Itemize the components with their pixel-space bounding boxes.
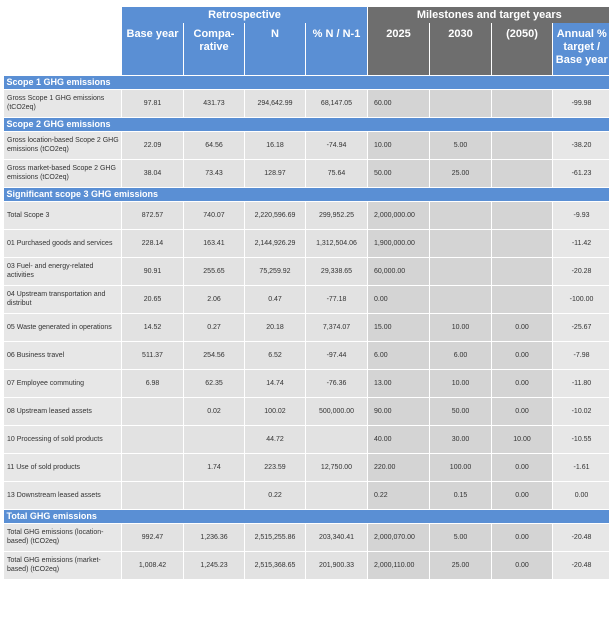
row-label: 11 Use of sold products [4, 453, 122, 481]
table-cell: 90.91 [122, 257, 184, 285]
table-cell: 68,147.05 [306, 89, 368, 117]
table-row [4, 201, 609, 229]
table-cell: -20.48 [553, 551, 609, 579]
table-cell: 15.00 [368, 313, 430, 341]
row-label: Gross location-based Scope 2 GHG emissions (tCO2eq) [4, 131, 122, 159]
table-cell: 10.00 [368, 131, 430, 159]
col-header-annual-target [553, 23, 609, 75]
table-cell: -25.67 [553, 313, 609, 341]
table-cell: 740.07 [184, 201, 245, 229]
table-cell: 30.00 [430, 425, 492, 453]
table-cell: 5.00 [430, 523, 492, 551]
row-label: Total GHG emissions (location-based) (tCO2eq) [4, 523, 122, 551]
table-row [4, 131, 609, 159]
table-cell: 100.02 [245, 397, 306, 425]
table-cell: -38.20 [553, 131, 609, 159]
col-header-label: Base year [126, 28, 179, 40]
table-cell: 2,515,368.65 [245, 551, 306, 579]
table-cell: 1,312,504.06 [306, 229, 368, 257]
section-header-row [4, 509, 609, 523]
section-header-row [4, 117, 609, 131]
table-cell: 2.06 [184, 285, 245, 313]
header-group-retrospective: Retrospective [122, 7, 368, 23]
table-cell: 50.00 [430, 397, 492, 425]
col-header-2030 [430, 23, 492, 75]
table-cell: 992.47 [122, 523, 184, 551]
table-cell: 220.00 [368, 453, 430, 481]
table-cell: 0.00 [553, 481, 609, 509]
table-row [4, 453, 609, 481]
table-row [4, 341, 609, 369]
table-cell [492, 285, 553, 313]
table-cell: 60,000.00 [368, 257, 430, 285]
table-cell: 50.00 [368, 159, 430, 187]
table-cell: 44.72 [245, 425, 306, 453]
table-cell: 90.00 [368, 397, 430, 425]
table-cell: -20.28 [553, 257, 609, 285]
table-cell: 14.74 [245, 369, 306, 397]
col-header-label: (2050) [506, 28, 538, 40]
table-cell [430, 257, 492, 285]
table-row [4, 159, 609, 187]
table-cell: 228.14 [122, 229, 184, 257]
table-cell [122, 397, 184, 425]
table-cell: 1,900,000.00 [368, 229, 430, 257]
table-cell: -10.02 [553, 397, 609, 425]
table-cell: -11.42 [553, 229, 609, 257]
row-label: 10 Processing of sold products [4, 425, 122, 453]
table-cell: 1,245.23 [184, 551, 245, 579]
table-cell: -74.94 [306, 131, 368, 159]
table-cell: 201,900.33 [306, 551, 368, 579]
table-cell [306, 481, 368, 509]
table-cell: 38.04 [122, 159, 184, 187]
table-cell: 73.43 [184, 159, 245, 187]
table-cell: 6.52 [245, 341, 306, 369]
table-cell: 0.00 [492, 523, 553, 551]
table-cell: -10.55 [553, 425, 609, 453]
table-cell: 2,144,926.29 [245, 229, 306, 257]
ghg-emissions-table [3, 7, 609, 580]
row-label: Total Scope 3 [4, 201, 122, 229]
table-cell: 0.00 [492, 313, 553, 341]
table-cell: -7.98 [553, 341, 609, 369]
table-row [4, 369, 609, 397]
section-title: Scope 1 GHG emissions [4, 75, 609, 89]
table-cell: 14.52 [122, 313, 184, 341]
table-cell: 163.41 [184, 229, 245, 257]
row-label: 04 Upstream transportation and distribut [4, 285, 122, 313]
table-cell: -99.98 [553, 89, 609, 117]
table-cell [492, 257, 553, 285]
table-cell: 75.64 [306, 159, 368, 187]
table-cell [306, 425, 368, 453]
table-cell: 20.65 [122, 285, 184, 313]
section-title: Total GHG emissions [4, 509, 609, 523]
table-cell: -20.48 [553, 523, 609, 551]
table-cell: -76.36 [306, 369, 368, 397]
col-header-n [245, 23, 306, 75]
table-cell: -1.61 [553, 453, 609, 481]
table-cell: 0.00 [492, 369, 553, 397]
header-corner [4, 7, 122, 23]
table-cell [430, 89, 492, 117]
table-cell: 0.00 [492, 341, 553, 369]
section-header-row [4, 75, 609, 89]
table-cell: 25.00 [430, 551, 492, 579]
table-cell: 64.56 [184, 131, 245, 159]
col-header-label: Annual % target / Base year [555, 28, 608, 66]
table-cell: 1.74 [184, 453, 245, 481]
table-row [4, 551, 609, 579]
table-cell: 223.59 [245, 453, 306, 481]
row-label: 03 Fuel- and energy-related activities [4, 257, 122, 285]
table-cell [430, 229, 492, 257]
table-cell: 10.00 [492, 425, 553, 453]
row-label: 01 Purchased goods and services [4, 229, 122, 257]
table-cell: 0.27 [184, 313, 245, 341]
col-header-2050 [492, 23, 553, 75]
table-cell: 12,750.00 [306, 453, 368, 481]
table-row [4, 229, 609, 257]
row-label: 08 Upstream leased assets [4, 397, 122, 425]
header-group-milestones: Milestones and target years [368, 7, 609, 23]
table-row [4, 285, 609, 313]
table-cell: 2,000,070.00 [368, 523, 430, 551]
table-cell: 0.00 [368, 285, 430, 313]
table-cell [122, 481, 184, 509]
table-cell: 1,008.42 [122, 551, 184, 579]
row-label: 05 Waste generated in operations [4, 313, 122, 341]
table-cell: 40.00 [368, 425, 430, 453]
row-label: Gross market-based Scope 2 GHG emissions (tCO2eq) [4, 159, 122, 187]
header-group-row [4, 7, 609, 23]
table-cell: 299,952.25 [306, 201, 368, 229]
table-cell: 500,000.00 [306, 397, 368, 425]
table-cell: 16.18 [245, 131, 306, 159]
table-row [4, 523, 609, 551]
section-title: Scope 2 GHG emissions [4, 117, 609, 131]
header-columns-row [4, 23, 609, 75]
table-cell: 75,259.92 [245, 257, 306, 285]
table-cell: 294,642.99 [245, 89, 306, 117]
table-cell: 60.00 [368, 89, 430, 117]
table-cell: -61.23 [553, 159, 609, 187]
table-row [4, 425, 609, 453]
col-header-label: N [271, 28, 279, 40]
table-cell [492, 229, 553, 257]
table-cell [492, 131, 553, 159]
table-cell: 97.81 [122, 89, 184, 117]
table-cell: 22.09 [122, 131, 184, 159]
col-header-label: 2025 [386, 28, 411, 40]
col-header-base-year [122, 23, 184, 75]
table-cell [184, 425, 245, 453]
table-cell: 128.97 [245, 159, 306, 187]
header-corner-2 [4, 23, 122, 75]
table-cell: -77.18 [306, 285, 368, 313]
table-cell: -97.44 [306, 341, 368, 369]
table-row [4, 313, 609, 341]
table-cell: 29,338.65 [306, 257, 368, 285]
table-cell: 203,340.41 [306, 523, 368, 551]
table-cell: 25.00 [430, 159, 492, 187]
table-cell: -9.93 [553, 201, 609, 229]
table-cell: 6.98 [122, 369, 184, 397]
col-header-label: Compa- rative [193, 28, 235, 53]
table-cell: 0.00 [492, 453, 553, 481]
table-cell: 431.73 [184, 89, 245, 117]
table-row [4, 481, 609, 509]
row-label: 06 Business travel [4, 341, 122, 369]
table-row [4, 89, 609, 117]
table-cell: 6.00 [368, 341, 430, 369]
section-header-row [4, 187, 609, 201]
table-cell: 0.15 [430, 481, 492, 509]
table-cell: 2,515,255.86 [245, 523, 306, 551]
table-cell: 10.00 [430, 369, 492, 397]
table-cell: 0.47 [245, 285, 306, 313]
table-cell: 10.00 [430, 313, 492, 341]
table-cell: 20.18 [245, 313, 306, 341]
table-cell: 2,220,596.69 [245, 201, 306, 229]
table-cell: 0.22 [245, 481, 306, 509]
table-cell [492, 89, 553, 117]
table-row [4, 397, 609, 425]
table-cell: 0.00 [492, 481, 553, 509]
table-cell: 1,236.36 [184, 523, 245, 551]
table-cell: -11.80 [553, 369, 609, 397]
table-cell: 2,000,000.00 [368, 201, 430, 229]
col-header-label: 2030 [448, 28, 473, 40]
table-cell: 0.22 [368, 481, 430, 509]
table-cell [492, 159, 553, 187]
table-cell [430, 285, 492, 313]
table-cell: 0.00 [492, 397, 553, 425]
table-cell: 872.57 [122, 201, 184, 229]
table-cell: 13.00 [368, 369, 430, 397]
col-header-comparative [184, 23, 245, 75]
table-body [4, 7, 609, 579]
table-row [4, 257, 609, 285]
table-cell: 0.02 [184, 397, 245, 425]
col-header-label: % N / N-1 [312, 28, 361, 40]
section-title: Significant scope 3 GHG emissions [4, 187, 609, 201]
table-cell: 254.56 [184, 341, 245, 369]
table-cell: 2,000,110.00 [368, 551, 430, 579]
row-label: Gross Scope 1 GHG emissions (tCO2eq) [4, 89, 122, 117]
table-cell: 6.00 [430, 341, 492, 369]
table-cell: 62.35 [184, 369, 245, 397]
col-header-2025 [368, 23, 430, 75]
table-cell: 5.00 [430, 131, 492, 159]
col-header-pct-change [306, 23, 368, 75]
table-cell [122, 453, 184, 481]
table-cell [184, 481, 245, 509]
table-cell: 511.37 [122, 341, 184, 369]
row-label: 07 Employee commuting [4, 369, 122, 397]
table-cell [430, 201, 492, 229]
table-cell: 100.00 [430, 453, 492, 481]
table-cell: 0.00 [492, 551, 553, 579]
row-label: Total GHG emissions (market-based) (tCO2eq) [4, 551, 122, 579]
table-cell: 255.65 [184, 257, 245, 285]
table-cell [122, 425, 184, 453]
table-cell: 7,374.07 [306, 313, 368, 341]
row-label: 13 Downstream leased assets [4, 481, 122, 509]
table-cell [492, 201, 553, 229]
table-cell: -100.00 [553, 285, 609, 313]
